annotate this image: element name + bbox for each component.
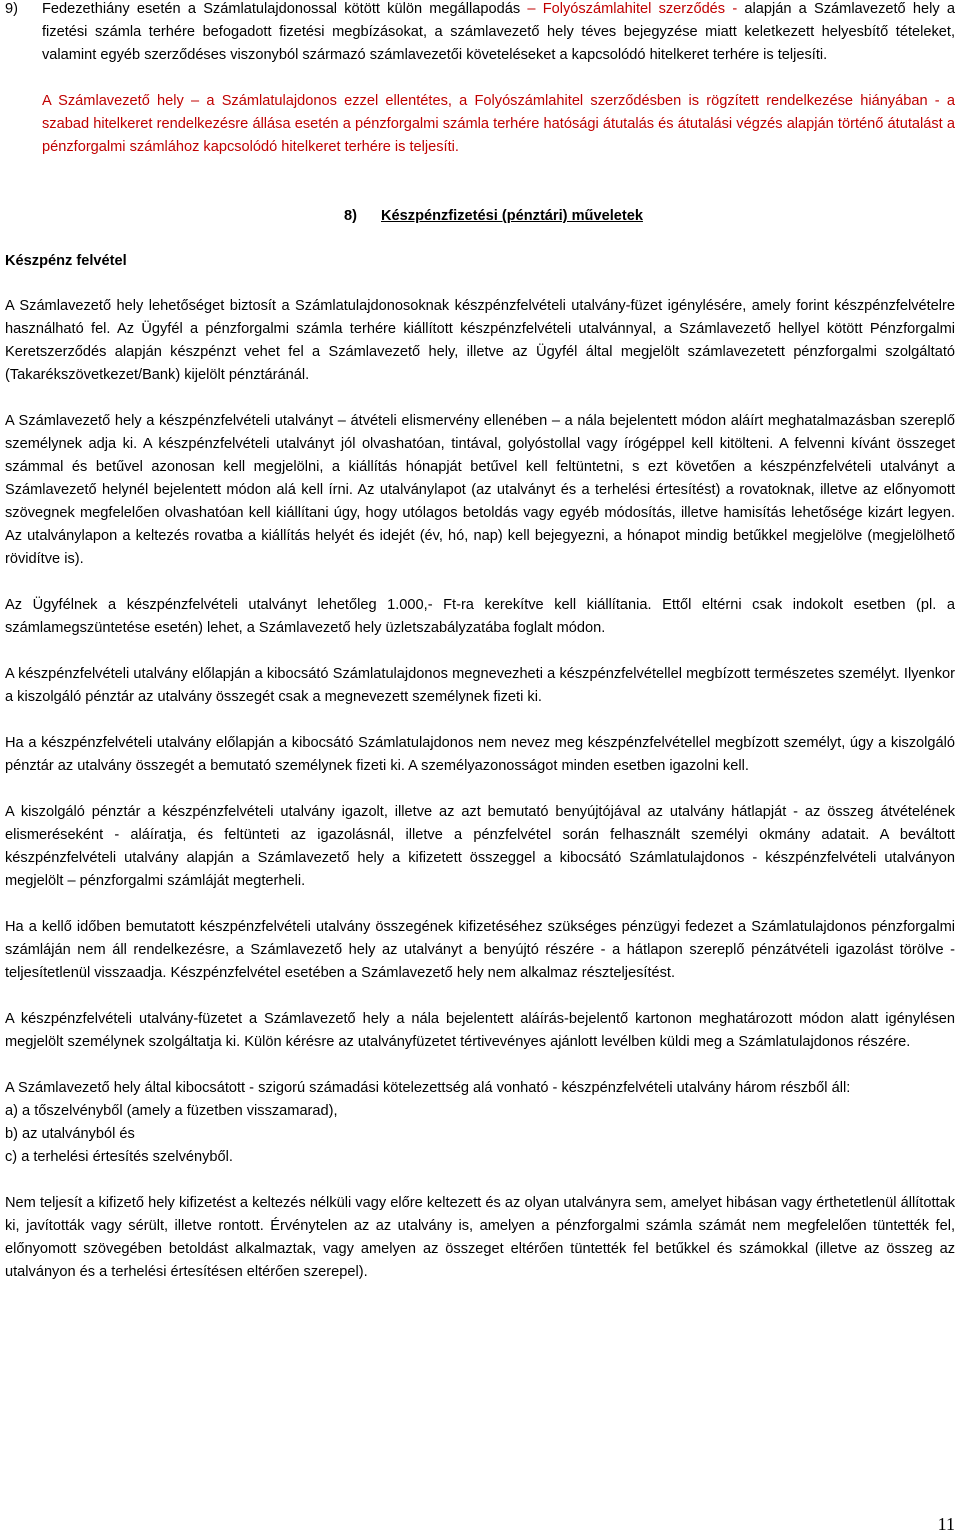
item-text-highlight: – Folyószámlahitel szerződés - [527, 1, 738, 17]
subsection-heading: Készpénz felvétel [5, 253, 127, 269]
section-heading [5, 205, 955, 228]
paragraph: A készpénzfelvételi utalvány előlapján a kibocsátó Számlatulajdonos megnevezheti a készpénzfelvétellel megbízott természetes személyt. Ilyenkor a kiszolgáló pénztár az utalvány összegét csak a megnevezett személynek fizeti ki. [5, 666, 955, 705]
paragraph: Ha a készpénzfelvételi utalvány előlapján a kibocsátó Számlatulajdonos nem nevez meg készpénzfelvétellel megbízott személyt, úgy a kiszolgáló pénztár az utalvány összegét a bemutató személynek fizeti ki. A személyazonosságot minden esetben igazolni kell. [5, 735, 955, 774]
section-number: 8) [344, 208, 357, 224]
list-intro: A Számlavezető hely által kibocsátott - szigorú számadási kötelezettség alá vonható - készpénzfelvételi utalvány három részből áll: [5, 1080, 851, 1096]
list-item: b) az utalványból és [5, 1126, 135, 1142]
list-item: a) a tőszelvényből (amely a füzetben visszamarad), [5, 1103, 338, 1119]
section-title: Készpénzfizetési (pénztári) műveletek [381, 208, 643, 224]
paragraph: Ha a kellő időben bemutatott készpénzfelvételi utalvány összegének kifizetéséhez szükséges pénzügyi fedezet a Számlatulajdonos pénzforgalmi számláján nem áll rendelkezésre, a Számlavezető hely az utalványt a benyújtó részére - a hátlapon szereplő pénzátvételi igazolást törölve - teljesítetlenül visszaadja. Készpénzfelvétel esetében a Számlavezető hely nem alkalmaz részteljesítést. [5, 919, 955, 981]
paragraph: A Számlavezető hely a készpénzfelvételi utalványt – átvételi elismervény ellenében – a nála bejelentett módon aláírt meghatalmazásban szereplő személynek adja ki. A készpénzfelvételi utalványt jól olvashatóan, tintával, golyóstollal vagy írógéppel kell kitölteni. A felvenni kívánt összeget számmal és betűvel azonosan kell megjelölni, a kiállítás hónapját betűvel kell feltüntetni, s ezt követően a készpénzfelvételi utalványt a Számlavezető helynél bejelentett módon alá kell írni. Az utalványlapot (az utalványt és a terhelési értesítést) a rovatoknak, illetve az előnyomott szövegnek megfelelően olvashatóan kell kiállítani úgy, hogy utólagos betoldás vagy egyéb módosítás, illetve hamisítás lehetősége kizárt legyen. Az utalványlapon a keltezés rovatba a kiállítás helyét és idejét (év, hó, nap) kell bejegyezni, a hónapot mindig betűkkel megjelölve (megjelölhető rövidítve is). [5, 413, 955, 567]
page-number: 11 [937, 1514, 955, 1534]
paragraph: Az Ügyfélnek a készpénzfelvételi utalványt lehetőleg 1.000,- Ft-ra kerekítve kell kiállítania. Ettől eltérni csak indokolt esetben (pl. a számlamegszüntetése esetén) lehet, a Számlavezető hely üzletszabályzatába foglalt módon. [5, 597, 955, 636]
page-content [5, 0, 955, 1284]
item-number: 9) [5, 1, 18, 17]
highlighted-paragraph: A Számlavezető hely – a Számlatulajdonos ezzel ellentétes, a Folyószámlahitel szerződésben is rögzített rendelkezése hiányában - a szabad hitelkeret rendelkezésre állása esetén a pénzforgalmi számla terhére hatósági átutalás és átutalási végzés alapján történő átutalást a pénzforgalmi számlához kapcsolódó hitelkeret terhére is teljesíti. [42, 93, 955, 155]
numbered-item-9 [5, 0, 955, 67]
paragraph: A készpénzfelvételi utalvány-füzetet a Számlavezető hely a nála bejelentett aláírás-bejelentő kartonon meghatározott módon alatt igénylésen megjelölt személynek szolgáltatja ki. Külön kérésre az utalványfüzetet tértivevényes ajánlott levélben küldi meg a Számlatulajdonos részére. [5, 1011, 955, 1050]
paragraph: A Számlavezető hely lehetőséget biztosít a Számlatulajdonosoknak készpénzfelvételi utalvány-füzet igénylésére, amely forint készpénzfelvételre használható fel. Az Ügyfél a pénzforgalmi számla terhére kiállított készpénzfelvételi utalvánnyal, a Számlavezető hellyel kötött Pénzforgalmi Keretszerződés alapján készpénzt vehet fel a Számlavezető hely, illetve az Ügyfél által megjelölt számlavezetett pénzforgalmi szolgáltató (Takarékszövetkezet/Bank) kijelölt pénztáránál. [5, 298, 955, 383]
list-item: c) a terhelési értesítés szelvényből. [5, 1149, 233, 1165]
item-text-b: alapján a Számlavezető hely a fizetési számla terhére befogadott fizetési megbízásokat, a számlavezető hely téves bejegyzése miatt keletkezett helyesbítő tételeket, valamint egyéb szerződéses viszonyból származó számlavezetői követeléseket a kapcsolódó hitelkeret terhére is teljesíti. [42, 1, 955, 63]
item-body [42, 0, 955, 67]
item-text-a: Fedezethiány esetén a Számlatulajdonossal kötött külön megállapodás [42, 1, 528, 17]
final-paragraph: Nem teljesít a kifizető hely kifizetést a keltezés nélküli vagy előre keltezett és az olyan utalványra sem, amelyet hibásan vagy érthetetlenül állítottak ki, javították vagy sérült, illetve rontott. Érvénytelen az az utalvány is, amelyen a pénzforgalmi számla számát nem megfelelően tüntették fel, előnyomott szövegében betoldást alkalmaztak, vagy amelyen az összeget eltérően tüntették fel betűkkel és számokkal (illetve az összeg az utalványon és a terhelési értesítésen eltérően szerepel). [5, 1195, 955, 1280]
paragraph: A kiszolgáló pénztár a készpénzfelvételi utalvány igazolt, illetve az azt bemutató benyújtójával az utalvány hátlapját - az összeg átvételének elismeréseként - aláíratja, és feltünteti az igazolásnál, illetve a pénzfelvétel során felhasznált személyi okmány adatait. A beváltott készpénzfelvételi utalvány alapján a Számlavezető hely a kifizetett összeggel a kibocsátó Számlatulajdonos - készpénzfelvételi utalványon megjelölt – pénzforgalmi számláját megterheli. [5, 804, 955, 889]
